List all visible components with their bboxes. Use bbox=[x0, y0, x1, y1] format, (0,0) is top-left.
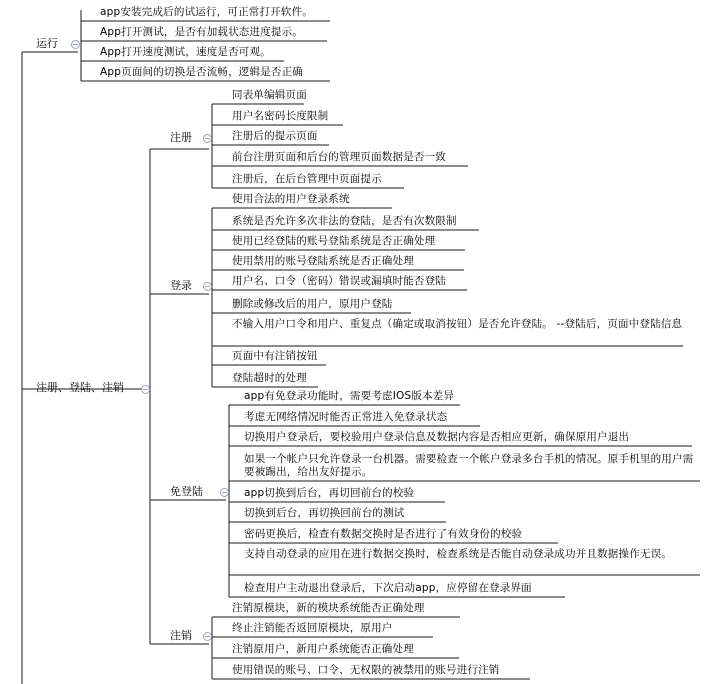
leaf-node: 检查用户主动退出登录后，下次启动app，应停留在登录界面 bbox=[244, 582, 532, 594]
leaf-node: app切换到后台，再切回前台的校验 bbox=[244, 487, 415, 499]
collapse-toggle-icon[interactable] bbox=[203, 282, 212, 291]
leaf-node: 注销原模块，新的模块系统能否正确处理 bbox=[232, 602, 425, 614]
leaf-node: 密码更换后，检查有数据交换时是否进行了有效身份的校验 bbox=[244, 528, 523, 540]
leaf-node: 同表单编辑页面 bbox=[232, 89, 307, 101]
leaf-node: 不输入用户口令和用户、重复点（确定或取消按钮）是否允许登陆。 --登陆后，页面中登陆信息 bbox=[232, 318, 683, 330]
branch-label-register: 注册 bbox=[170, 131, 192, 144]
leaf-node: 系统是否允许多次非法的登陆，是否有次数限制 bbox=[232, 215, 457, 227]
leaf-node: App页面间的切换是否流畅，逻辑是否正确 bbox=[100, 66, 304, 78]
leaf-node: 切换到后台，再切换回前台的测试 bbox=[244, 507, 405, 519]
leaf-node: 使用禁用的账号登陆系统是否正确处理 bbox=[232, 255, 414, 267]
leaf-node: 切换用户登录后，要校验用户登录信息及数据内容是否相应更新，确保原用户退出 bbox=[244, 431, 630, 443]
collapse-toggle-icon[interactable] bbox=[141, 385, 150, 394]
leaf-node: 注册后，在后台管理中页面提示 bbox=[232, 173, 382, 185]
leaf-node: 注销原用户，新用户系统能否正确处理 bbox=[232, 643, 414, 655]
leaf-node: 登陆超时的处理 bbox=[232, 372, 307, 384]
leaf-node: 用户名、口令（密码）错误或漏填时能否登陆 bbox=[232, 275, 446, 287]
leaf-node: 终止注销能否返回原模块，原用户 bbox=[232, 622, 393, 634]
branch-label-logout: 注销 bbox=[170, 629, 192, 642]
leaf-node: app有免登录功能时，需要考虑IOS版本差异 bbox=[244, 390, 455, 402]
leaf-node: App打开测试，是否有加载状态进度提示。 bbox=[100, 26, 304, 38]
branch-label-run: 运行 bbox=[36, 37, 58, 50]
leaf-node: app安装完成后的试运行，可正常打开软件。 bbox=[100, 6, 313, 18]
branch-label-login: 登录 bbox=[170, 279, 192, 292]
leaf-node: 前台注册页面和后台的管理页面数据是否一致 bbox=[232, 151, 446, 163]
collapse-toggle-icon[interactable] bbox=[220, 488, 229, 497]
leaf-node: 页面中有注销按钮 bbox=[232, 350, 318, 362]
collapse-toggle-icon[interactable] bbox=[203, 632, 212, 641]
leaf-node: 删除或修改后的用户，原用户登陆 bbox=[232, 298, 393, 310]
leaf-node: 注册后的提示页面 bbox=[232, 130, 318, 142]
leaf-node: App打开速度测试，速度是否可观。 bbox=[100, 46, 271, 58]
leaf-node: 使用合法的用户登录系统 bbox=[232, 193, 350, 205]
collapse-toggle-icon[interactable] bbox=[203, 134, 212, 143]
leaf-node: 使用错误的账号、口令、无权限的被禁用的账号进行注销 bbox=[232, 664, 500, 676]
leaf-node: 如果一个帐户只允许登录一台机器。需要检查一个帐户登录多台手机的情况。原手机里的用户需要被踢出，给出友好提示。 bbox=[244, 453, 694, 478]
leaf-node: 用户名密码长度限制 bbox=[232, 110, 329, 122]
collapse-toggle-icon[interactable] bbox=[71, 40, 80, 49]
root-node-label: 注册、登陆、注销 bbox=[36, 381, 124, 394]
branch-label-auto-login: 免登陆 bbox=[170, 485, 203, 498]
leaf-node: 使用已经登陆的账号登陆系统是否正确处理 bbox=[232, 235, 436, 247]
leaf-node: 支持自动登录的应用在进行数据交换时，检查系统是否能自动登录成功并且数据操作无误。 bbox=[244, 548, 672, 560]
leaf-node: 考虑无网络情况时能否正常进入免登录状态 bbox=[244, 411, 448, 423]
